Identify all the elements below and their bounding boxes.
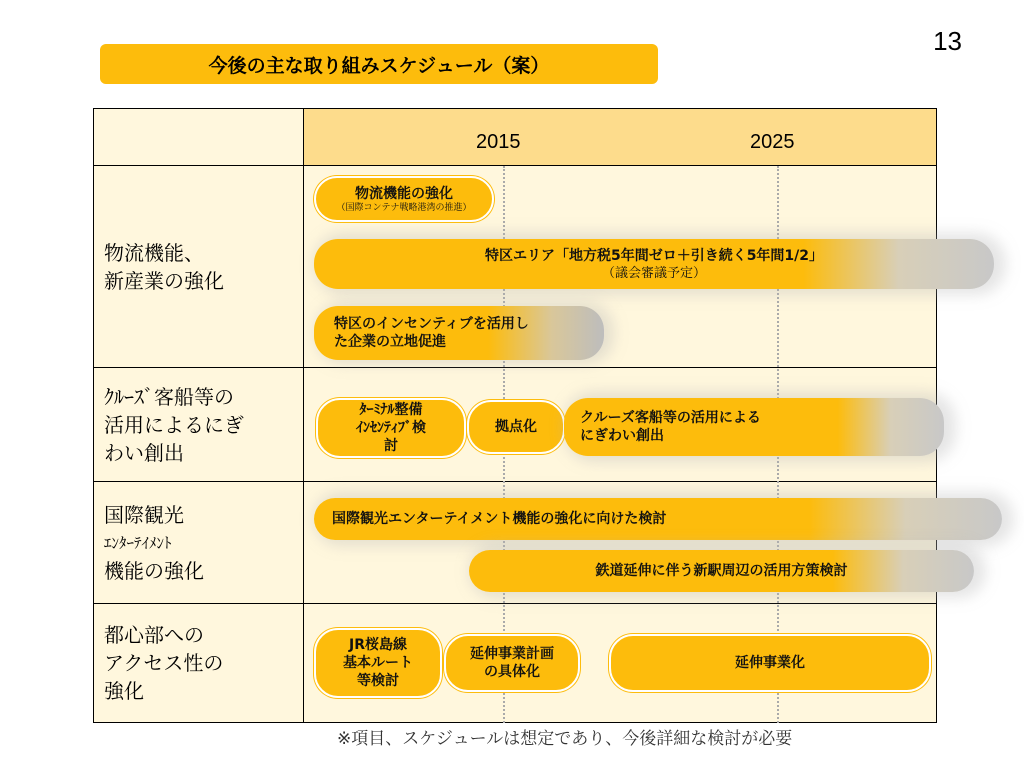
bar-label: 鉄道延伸に伴う新駅周辺の活用方策検討 [595, 563, 848, 579]
bar-label-line: の具体化 [484, 664, 540, 680]
bar-special-zone-incentive [314, 306, 604, 360]
bar-special-zone-tax [314, 239, 994, 289]
row-label-line: 新産業の強化 [104, 268, 224, 293]
bar-label-line: ﾀｰﾐﾅﾙ整備 [359, 402, 423, 418]
row-label-line: 強化 [104, 679, 144, 703]
header-label-cell [94, 109, 304, 165]
row-label [94, 368, 304, 481]
year-label-2015: 2015 [476, 131, 521, 153]
bar-hub [467, 400, 565, 454]
bar-label-line: 等検討 [357, 673, 399, 689]
bar-label: 拠点化 [495, 419, 537, 435]
bar-label-line: にぎわい創出 [580, 428, 664, 444]
bar-terminal-maintenance [316, 398, 466, 458]
bar-extension-plan [444, 634, 580, 692]
row-label-line: ｴﾝﾀｰﾃｲﾒﾝﾄ [104, 533, 172, 552]
row-label-line: 物流機能、 [104, 240, 204, 265]
footnote: ※項目、スケジュールは想定であり、今後詳細な検討が必要 [337, 729, 793, 749]
bar-label-line: 基本ルート [343, 655, 413, 671]
table-row-cruise [93, 367, 937, 482]
bar-label-line: ｲﾝｾﾝﾃｨﾌﾞ検 [356, 420, 426, 436]
header-timeline-cell [304, 109, 936, 165]
table-row-access [93, 603, 937, 723]
row-timeline [304, 166, 936, 367]
page-title: 今後の主な取り組みスケジュール（案） [100, 44, 658, 84]
row-label-line: わい創出 [104, 440, 184, 465]
bar-label-line: JR桜島線 [349, 637, 407, 653]
bar-extension-project [609, 634, 931, 692]
row-label [94, 604, 304, 722]
bar-tourism-entertainment [314, 498, 1002, 540]
row-label [94, 166, 304, 367]
row-label-line: 機能の強化 [104, 558, 204, 583]
row-timeline [304, 368, 936, 481]
table-row-tourism [93, 481, 937, 604]
bar-cruise-lively [564, 398, 944, 456]
bar-sublabel: （国際コンテナ戦略港湾の推進） [336, 202, 472, 213]
page-number: 13 [933, 26, 962, 56]
bar-label: 特区エリア「地方税5年間ゼロ＋引き続く5年間1/2」 [484, 247, 824, 264]
table-header-row [93, 108, 937, 166]
schedule-table [93, 108, 937, 723]
bar-jr-sakurajima-route [314, 628, 442, 698]
bar-label-line: クルーズ客船等の活用による [580, 410, 761, 426]
row-timeline [304, 482, 936, 603]
year-label-2025: 2025 [750, 131, 795, 153]
bar-label-line: 延伸事業計画 [470, 646, 554, 662]
bar-label: 延伸事業化 [735, 655, 805, 671]
row-label-line: アクセス性の [104, 651, 224, 675]
table-row-logistics [93, 165, 937, 368]
bar-sublabel: （議会審議予定） [601, 265, 706, 281]
bar-label-line: 特区のインセンティブを活用し [334, 316, 529, 332]
bar-label: 物流機能の強化 [355, 185, 453, 202]
bar-logistics-function [314, 176, 494, 222]
row-label-line: 都心部への [104, 623, 204, 647]
bar-label-line: 討 [384, 438, 398, 454]
bar-railway-station [469, 550, 974, 592]
row-timeline [304, 604, 936, 722]
bar-label-line: た企業の立地促進 [334, 334, 446, 350]
row-label [94, 482, 304, 603]
bar-label: 国際観光エンターテイメント機能の強化に向けた検討 [332, 511, 667, 527]
row-label-line: 活用によるにぎ [104, 412, 244, 437]
row-label-line: 国際観光 [104, 502, 184, 527]
row-label-line: ｸﾙｰｽﾞ客船等の [104, 384, 234, 409]
